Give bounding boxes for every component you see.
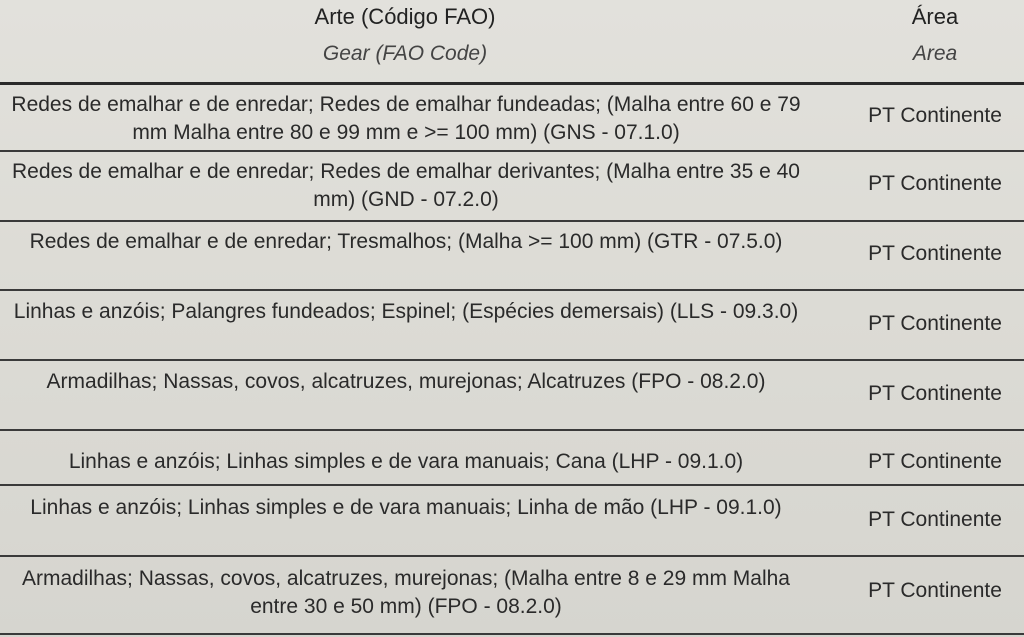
table-row (0, 152, 1024, 222)
area-cell: PT Continente (868, 382, 1002, 405)
area-header-english: Area (912, 42, 958, 65)
table-row (0, 486, 1024, 557)
area-header-portuguese: Área (911, 4, 959, 29)
table-row (0, 291, 1024, 361)
table-row (0, 361, 1024, 431)
gear-cell: Redes de emalhar e de enredar; Tresmalhos; (Malha >= 100 mm) (GTR - 07.5.0) (29, 230, 783, 253)
area-cell: PT Continente (868, 242, 1002, 265)
area-cell: PT Continente (868, 579, 1002, 602)
table-header (0, 0, 1024, 84)
area-cell: PT Continente (868, 172, 1002, 195)
table-row (0, 87, 1024, 152)
area-cell: PT Continente (868, 450, 1002, 473)
table-row (0, 557, 1024, 635)
gear-cell: Armadilhas; Nassas, covos, alcatruzes, murejonas; Alcatruzes (FPO - 08.2.0) (46, 370, 766, 393)
area-cell: PT Continente (868, 104, 1002, 127)
gear-header-portuguese: Arte (Código FAO) (314, 4, 496, 29)
gear-header-english: Gear (FAO Code) (322, 42, 488, 65)
table-row (0, 431, 1024, 486)
header-divider (0, 82, 1024, 85)
gear-cell: Linhas e anzóis; Palangres fundeados; Espinel; (Espécies demersais) (LLS - 09.3.0) (13, 300, 799, 323)
table-row (0, 222, 1024, 291)
gear-cell: Armadilhas; Nassas, covos, alcatruzes, murejonas; (Malha entre 8 e 29 mm Malha entre 30 e 50 mm) (FPO - 08.2.0) (22, 567, 790, 618)
gear-cell: Redes de emalhar e de enredar; Redes de emalhar derivantes; (Malha entre 35 e 40 mm) (GND - 07.2.0) (12, 160, 800, 211)
gear-cell: Linhas e anzóis; Linhas simples e de vara manuais; Cana (LHP - 09.1.0) (68, 450, 744, 473)
gear-cell: Redes de emalhar e de enredar; Redes de emalhar fundeadas; (Malha entre 60 e 79 mm Malha entre 80 e 99 mm e >= 100 mm) (GNS - 07.1.0) (11, 93, 801, 144)
area-cell: PT Continente (868, 312, 1002, 335)
area-cell: PT Continente (868, 508, 1002, 531)
gear-cell: Linhas e anzóis; Linhas simples e de vara manuais; Linha de mão (LHP - 09.1.0) (30, 496, 782, 519)
